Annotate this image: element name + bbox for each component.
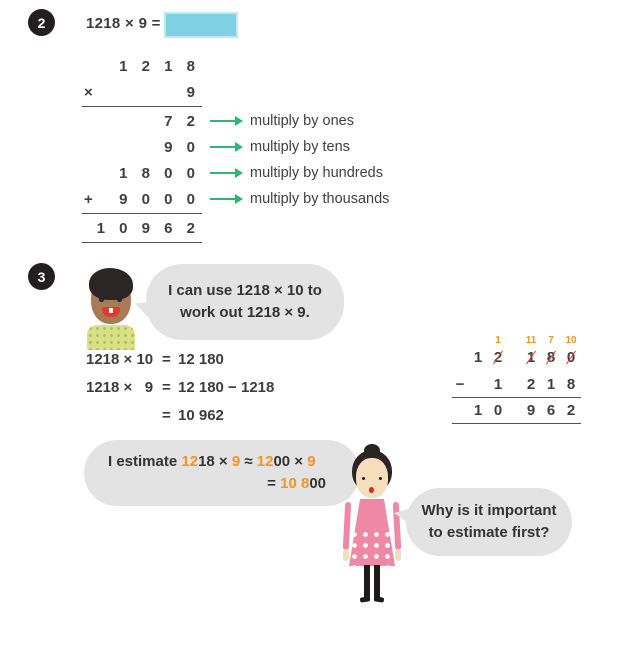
girl-character (342, 444, 402, 610)
difference-digit: 6 (546, 402, 556, 419)
multiply-sign: × (84, 83, 93, 101)
difference-digit: 2 (566, 402, 576, 419)
partial-label: multiply by hundreds (250, 165, 383, 181)
subtrahend-digit: 8 (566, 376, 576, 393)
partial-product-row (80, 186, 500, 212)
rule-line (82, 106, 202, 107)
estimate-line2 (84, 473, 360, 495)
girl-arm (343, 502, 352, 550)
girl-hand (343, 549, 349, 561)
estimate-text: ≈ (240, 453, 257, 471)
equation-row (86, 373, 274, 401)
problem-2-number: 2 (37, 14, 46, 31)
product-total: 1 0 9 6 2 (96, 219, 200, 237)
difference-digit: 9 (526, 402, 536, 419)
multiplicand: 1 2 1 8 (119, 57, 200, 75)
boy-eye (117, 297, 122, 302)
estimate-text: I estimate (108, 453, 182, 471)
rule-line (82, 242, 202, 243)
minuend-digit: 1 (473, 349, 483, 366)
equation-rhs: 12 180 (178, 350, 224, 368)
partial-label: multiply by ones (250, 113, 354, 129)
rule-line (452, 397, 581, 398)
girl-shoe (374, 596, 385, 602)
boy-character (84, 268, 138, 350)
multiplier: 9 (186, 83, 200, 101)
subtrahend-row (452, 374, 581, 395)
multiplier-row (80, 79, 500, 105)
girl-speech-bubble (406, 488, 572, 556)
rule-line (452, 423, 581, 424)
carry-row (452, 334, 581, 347)
equation-rhs: 12 180 − 1218 (178, 378, 275, 396)
minuend-row (452, 347, 581, 368)
minuend-digit-crossed: 1 (521, 349, 541, 366)
minuend-digit-crossed: 8 (541, 349, 561, 366)
plus-sign: + (84, 190, 93, 208)
bubble-tail (394, 508, 412, 526)
arrow-right-icon (210, 198, 236, 200)
partial-product: 9 0 0 0 (119, 190, 200, 208)
girl-leg (364, 565, 370, 599)
estimate-highlight: 12 (256, 453, 274, 471)
minus-sign: − (455, 376, 465, 393)
girl-bubble-line1: Why is it important (421, 502, 557, 520)
estimate-highlight: 10 8 (280, 475, 310, 492)
girl-dress (349, 499, 395, 566)
arrow-right-icon (210, 146, 236, 148)
girl-leg (374, 565, 380, 599)
girl-shoe (360, 596, 371, 602)
equals-sign: = (162, 406, 171, 424)
boy-tooth (109, 308, 113, 313)
girl-bubble-line2: to estimate first? (428, 524, 550, 541)
difference-row (452, 400, 581, 421)
answer-box[interactable] (164, 12, 238, 38)
subtrahend-digit: 1 (546, 376, 556, 393)
partial-product-row (80, 108, 500, 134)
difference-digit: 1 (473, 402, 483, 419)
boy-hair (89, 268, 133, 300)
equation-row (86, 401, 274, 429)
estimate-highlight: 9 (231, 453, 241, 471)
problem-3-badge (28, 263, 55, 290)
column-multiplication (80, 53, 500, 244)
partial-product: 1 8 0 0 (119, 164, 200, 182)
girl-hand (395, 549, 401, 561)
partial-product-row (80, 160, 500, 186)
rule-line (82, 213, 202, 214)
total-row (80, 215, 500, 241)
carry-digit: 10 (565, 335, 577, 346)
arrow-right-icon (210, 172, 236, 174)
equals-sign: = (162, 378, 171, 396)
partial-product-row (80, 134, 500, 160)
minuend-digit-crossed: 0 (561, 349, 581, 366)
problem-3-number: 3 (37, 268, 46, 285)
problem-2-badge (28, 9, 55, 36)
boy-eye (99, 297, 104, 302)
girl-mouth (369, 487, 374, 493)
partial-product: 7 2 (164, 112, 200, 130)
subtrahend-digit: 1 (493, 376, 503, 393)
problem-2-equation: 1218 × 9 = (86, 15, 161, 32)
minuend-digit-crossed: 2 (488, 349, 508, 366)
equations-block (86, 345, 274, 429)
estimate-highlight: 12 (181, 453, 199, 471)
estimate-text: 00 (309, 475, 326, 492)
carry-digit: 11 (525, 335, 537, 346)
estimate-text: 18 × (198, 453, 232, 471)
boy-bubble-line1: I can use 1218 × 10 to (168, 282, 322, 300)
carry-digit: 1 (495, 335, 501, 346)
bubble-tail (133, 299, 154, 320)
carry-digit: 7 (548, 335, 554, 346)
equation-row (86, 345, 274, 373)
subtrahend-digit: 2 (526, 376, 536, 393)
arrow-right-icon (210, 120, 236, 122)
partial-label: multiply by thousands (250, 191, 390, 207)
equation-rhs: 10 962 (178, 406, 224, 424)
estimate-speech-bubble (84, 440, 360, 506)
estimate-highlight: 9 (307, 453, 316, 471)
boy-bubble-line2: work out 1218 × 9. (180, 304, 310, 321)
boy-speech-bubble (146, 264, 344, 340)
equation-lhs: 1218 × 9 (86, 378, 154, 396)
girl-dress-polka-dots (349, 529, 395, 566)
estimate-text: = (267, 475, 281, 492)
difference-digit: 0 (493, 402, 503, 419)
multiplicand-row (80, 53, 500, 79)
column-subtraction (452, 334, 581, 426)
estimate-line1 (84, 451, 326, 473)
partial-product: 9 0 (164, 138, 200, 156)
estimate-text: 00 × (273, 453, 308, 471)
equation-lhs: 1218 × 10 (86, 350, 154, 368)
partial-label: multiply by tens (250, 139, 350, 155)
equals-sign: = (162, 350, 171, 368)
